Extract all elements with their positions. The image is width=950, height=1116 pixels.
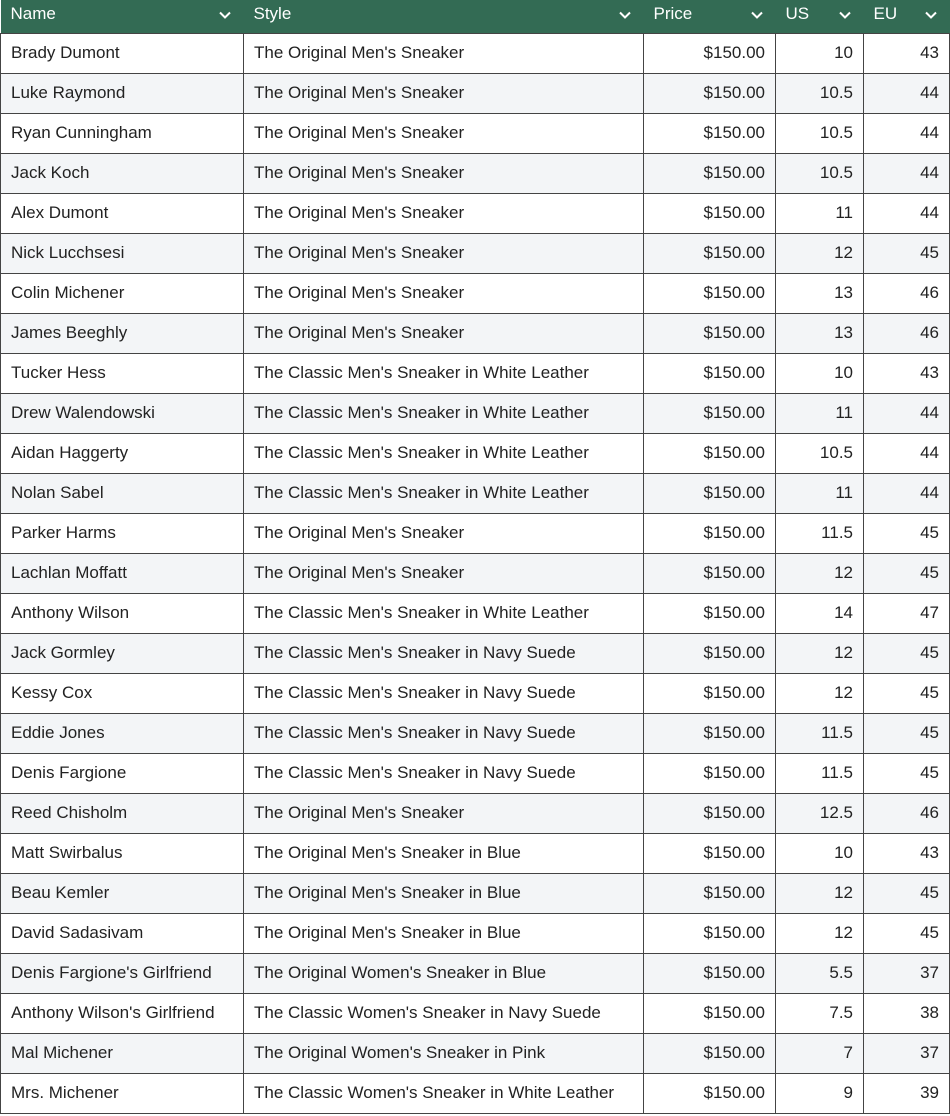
cell-us-size[interactable]: 14 [776, 593, 864, 633]
cell-style[interactable]: The Classic Men's Sneaker in White Leather [244, 393, 644, 433]
cell-style[interactable]: The Classic Women's Sneaker in Navy Suede [244, 993, 644, 1033]
cell-style[interactable]: The Original Women's Sneaker in Blue [244, 953, 644, 993]
cell-us-size[interactable]: 12.5 [776, 793, 864, 833]
cell-style[interactable]: The Classic Men's Sneaker in Navy Suede [244, 713, 644, 753]
cell-style[interactable]: The Classic Men's Sneaker in White Leather [244, 353, 644, 393]
cell-eu-size[interactable]: 44 [864, 193, 950, 233]
table-row[interactable] [1, 593, 950, 633]
cell-price[interactable]: $150.00 [644, 433, 776, 473]
cell-eu-size[interactable]: 37 [864, 953, 950, 993]
cell-price[interactable]: $150.00 [644, 793, 776, 833]
cell-style[interactable]: The Original Men's Sneaker [244, 553, 644, 593]
cell-eu-size[interactable]: 44 [864, 393, 950, 433]
cell-us-size[interactable]: 13 [776, 313, 864, 353]
cell-us-size[interactable]: 12 [776, 873, 864, 913]
cell-us-size[interactable]: 10 [776, 353, 864, 393]
cell-us-size[interactable]: 5.5 [776, 953, 864, 993]
cell-price[interactable]: $150.00 [644, 553, 776, 593]
cell-eu-size[interactable]: 44 [864, 113, 950, 153]
cell-name[interactable]: Anthony Wilson's Girlfriend [1, 993, 244, 1033]
chevron-down-icon[interactable] [618, 8, 632, 22]
cell-name[interactable]: Reed Chisholm [1, 793, 244, 833]
cell-price[interactable]: $150.00 [644, 393, 776, 433]
table-body [1, 33, 950, 1113]
table-row[interactable] [1, 713, 950, 753]
cell-us-size[interactable]: 12 [776, 673, 864, 713]
cell-style[interactable]: The Original Men's Sneaker [244, 193, 644, 233]
cell-eu-size[interactable]: 45 [864, 713, 950, 753]
column-header-label: Name [10, 4, 56, 23]
column-header-eu[interactable] [864, 0, 950, 33]
cell-style[interactable]: The Original Men's Sneaker in Blue [244, 833, 644, 873]
cell-name[interactable]: Jack Koch [1, 153, 244, 193]
cell-eu-size[interactable]: 45 [864, 233, 950, 273]
cell-us-size[interactable]: 7.5 [776, 993, 864, 1033]
table-row[interactable] [1, 153, 950, 193]
cell-name[interactable]: Eddie Jones [1, 713, 244, 753]
table-row[interactable] [1, 793, 950, 833]
table-row[interactable] [1, 473, 950, 513]
table-row[interactable] [1, 1033, 950, 1073]
cell-us-size[interactable]: 10.5 [776, 433, 864, 473]
table-row[interactable] [1, 353, 950, 393]
cell-price[interactable]: $150.00 [644, 513, 776, 553]
cell-style[interactable]: The Classic Men's Sneaker in White Leather [244, 593, 644, 633]
cell-us-size[interactable]: 10.5 [776, 73, 864, 113]
cell-price[interactable]: $150.00 [644, 33, 776, 73]
cell-price[interactable]: $150.00 [644, 1073, 776, 1113]
cell-price[interactable]: $150.00 [644, 1033, 776, 1073]
cell-style[interactable]: The Classic Men's Sneaker in Navy Suede [244, 753, 644, 793]
cell-price[interactable]: $150.00 [644, 673, 776, 713]
cell-style[interactable]: The Original Men's Sneaker in Blue [244, 873, 644, 913]
cell-name[interactable]: Matt Swirbalus [1, 833, 244, 873]
cell-price[interactable]: $150.00 [644, 73, 776, 113]
cell-us-size[interactable]: 11 [776, 473, 864, 513]
cell-price[interactable]: $150.00 [644, 193, 776, 233]
cell-price[interactable]: $150.00 [644, 153, 776, 193]
column-header-label: US [785, 4, 810, 23]
table-row[interactable] [1, 393, 950, 433]
table-row[interactable] [1, 873, 950, 913]
cell-us-size[interactable]: 13 [776, 273, 864, 313]
cell-name[interactable]: Mrs. Michener [1, 1073, 244, 1113]
cell-name[interactable]: Tucker Hess [1, 353, 244, 393]
table-row[interactable] [1, 553, 950, 593]
cell-name[interactable]: David Sadasivam [1, 913, 244, 953]
cell-eu-size[interactable]: 43 [864, 353, 950, 393]
table-row[interactable] [1, 513, 950, 553]
table-row[interactable] [1, 193, 950, 233]
table-row[interactable] [1, 273, 950, 313]
column-header-price[interactable] [644, 0, 776, 33]
chevron-down-icon[interactable] [750, 8, 764, 22]
cell-name[interactable]: Lachlan Moffatt [1, 553, 244, 593]
table-row[interactable] [1, 633, 950, 673]
cell-us-size[interactable]: 12 [776, 233, 864, 273]
cell-eu-size[interactable]: 45 [864, 753, 950, 793]
cell-eu-size[interactable]: 44 [864, 153, 950, 193]
cell-eu-size[interactable]: 45 [864, 913, 950, 953]
table-row[interactable] [1, 993, 950, 1033]
table-row[interactable] [1, 233, 950, 273]
cell-style[interactable]: The Original Men's Sneaker [244, 33, 644, 73]
table-row[interactable] [1, 73, 950, 113]
cell-price[interactable]: $150.00 [644, 113, 776, 153]
cell-style[interactable]: The Classic Men's Sneaker in White Leather [244, 433, 644, 473]
cell-name[interactable]: Nolan Sabel [1, 473, 244, 513]
cell-style[interactable]: The Original Women's Sneaker in Pink [244, 1033, 644, 1073]
table-row[interactable] [1, 1073, 950, 1113]
cell-eu-size[interactable]: 46 [864, 313, 950, 353]
table-row[interactable] [1, 113, 950, 153]
cell-price[interactable]: $150.00 [644, 993, 776, 1033]
cell-eu-size[interactable]: 39 [864, 1073, 950, 1113]
cell-eu-size[interactable]: 45 [864, 673, 950, 713]
cell-price[interactable]: $150.00 [644, 713, 776, 753]
cell-price[interactable]: $150.00 [644, 913, 776, 953]
cell-name[interactable]: Beau Kemler [1, 873, 244, 913]
cell-name[interactable]: Colin Michener [1, 273, 244, 313]
cell-style[interactable]: The Original Men's Sneaker in Blue [244, 913, 644, 953]
cell-us-size[interactable]: 11.5 [776, 513, 864, 553]
cell-name[interactable]: Kessy Cox [1, 673, 244, 713]
cell-us-size[interactable]: 11.5 [776, 753, 864, 793]
cell-us-size[interactable]: 9 [776, 1073, 864, 1113]
cell-price[interactable]: $150.00 [644, 873, 776, 913]
cell-name[interactable]: Luke Raymond [1, 73, 244, 113]
cell-us-size[interactable]: 10.5 [776, 153, 864, 193]
cell-style[interactable]: The Classic Men's Sneaker in White Leather [244, 473, 644, 513]
cell-us-size[interactable]: 11 [776, 193, 864, 233]
cell-price[interactable]: $150.00 [644, 273, 776, 313]
header-row [1, 0, 950, 33]
cell-style[interactable]: The Classic Men's Sneaker in Navy Suede [244, 633, 644, 673]
cell-style[interactable]: The Original Men's Sneaker [244, 513, 644, 553]
cell-eu-size[interactable]: 43 [864, 833, 950, 873]
cell-price[interactable]: $150.00 [644, 233, 776, 273]
cell-name[interactable]: Denis Fargione [1, 753, 244, 793]
table-row[interactable] [1, 313, 950, 353]
chevron-down-icon[interactable] [924, 8, 938, 22]
chevron-down-icon[interactable] [218, 8, 232, 22]
cell-name[interactable]: Alex Dumont [1, 193, 244, 233]
table-row[interactable] [1, 673, 950, 713]
table-row[interactable] [1, 33, 950, 73]
cell-name[interactable]: Jack Gormley [1, 633, 244, 673]
cell-style[interactable]: The Original Men's Sneaker [244, 113, 644, 153]
cell-us-size[interactable]: 10 [776, 33, 864, 73]
cell-price[interactable]: $150.00 [644, 353, 776, 393]
cell-style[interactable]: The Classic Women's Sneaker in White Leather [244, 1073, 644, 1113]
column-header-name[interactable] [1, 0, 244, 33]
cell-eu-size[interactable]: 45 [864, 633, 950, 673]
cell-eu-size[interactable]: 45 [864, 513, 950, 553]
cell-us-size[interactable]: 11.5 [776, 713, 864, 753]
cell-style[interactable]: The Original Men's Sneaker [244, 273, 644, 313]
table-row[interactable] [1, 833, 950, 873]
cell-name[interactable]: Drew Walendowski [1, 393, 244, 433]
table-row[interactable] [1, 753, 950, 793]
column-header-label: Style [253, 4, 292, 23]
cell-eu-size[interactable]: 44 [864, 433, 950, 473]
cell-name[interactable]: Denis Fargione's Girlfriend [1, 953, 244, 993]
cell-price[interactable]: $150.00 [644, 473, 776, 513]
cell-us-size[interactable]: 12 [776, 553, 864, 593]
cell-style[interactable]: The Original Men's Sneaker [244, 153, 644, 193]
cell-name[interactable]: Anthony Wilson [1, 593, 244, 633]
cell-eu-size[interactable]: 37 [864, 1033, 950, 1073]
table-row[interactable] [1, 913, 950, 953]
cell-style[interactable]: The Original Men's Sneaker [244, 313, 644, 353]
cell-price[interactable]: $150.00 [644, 953, 776, 993]
cell-name[interactable]: Brady Dumont [1, 33, 244, 73]
cell-us-size[interactable]: 7 [776, 1033, 864, 1073]
column-header-label: Price [653, 4, 693, 23]
cell-price[interactable]: $150.00 [644, 833, 776, 873]
cell-price[interactable]: $150.00 [644, 593, 776, 633]
cell-name[interactable]: Aidan Haggerty [1, 433, 244, 473]
cell-name[interactable]: Nick Lucchsesi [1, 233, 244, 273]
table-row[interactable] [1, 953, 950, 993]
cell-price[interactable]: $150.00 [644, 633, 776, 673]
cell-name[interactable]: James Beeghly [1, 313, 244, 353]
cell-eu-size[interactable]: 38 [864, 993, 950, 1033]
cell-style[interactable]: The Original Men's Sneaker [244, 233, 644, 273]
cell-style[interactable]: The Original Men's Sneaker [244, 73, 644, 113]
cell-us-size[interactable]: 12 [776, 913, 864, 953]
cell-name[interactable]: Parker Harms [1, 513, 244, 553]
column-header-label: EU [873, 4, 898, 23]
cell-name[interactable]: Ryan Cunningham [1, 113, 244, 153]
cell-eu-size[interactable]: 46 [864, 793, 950, 833]
chevron-down-icon[interactable] [838, 8, 852, 22]
cell-eu-size[interactable]: 47 [864, 593, 950, 633]
cell-name[interactable]: Mal Michener [1, 1033, 244, 1073]
cell-eu-size[interactable]: 45 [864, 553, 950, 593]
cell-eu-size[interactable]: 44 [864, 473, 950, 513]
column-header-us[interactable] [776, 0, 864, 33]
cell-eu-size[interactable]: 46 [864, 273, 950, 313]
cell-us-size[interactable]: 10 [776, 833, 864, 873]
cell-price[interactable]: $150.00 [644, 753, 776, 793]
cell-eu-size[interactable]: 43 [864, 33, 950, 73]
cell-style[interactable]: The Classic Men's Sneaker in Navy Suede [244, 673, 644, 713]
cell-us-size[interactable]: 11 [776, 393, 864, 433]
table-row[interactable] [1, 433, 950, 473]
cell-eu-size[interactable]: 44 [864, 73, 950, 113]
cell-us-size[interactable]: 10.5 [776, 113, 864, 153]
cell-us-size[interactable]: 12 [776, 633, 864, 673]
cell-price[interactable]: $150.00 [644, 313, 776, 353]
cell-eu-size[interactable]: 45 [864, 873, 950, 913]
cell-style[interactable]: The Original Men's Sneaker [244, 793, 644, 833]
column-header-style[interactable] [244, 0, 644, 33]
